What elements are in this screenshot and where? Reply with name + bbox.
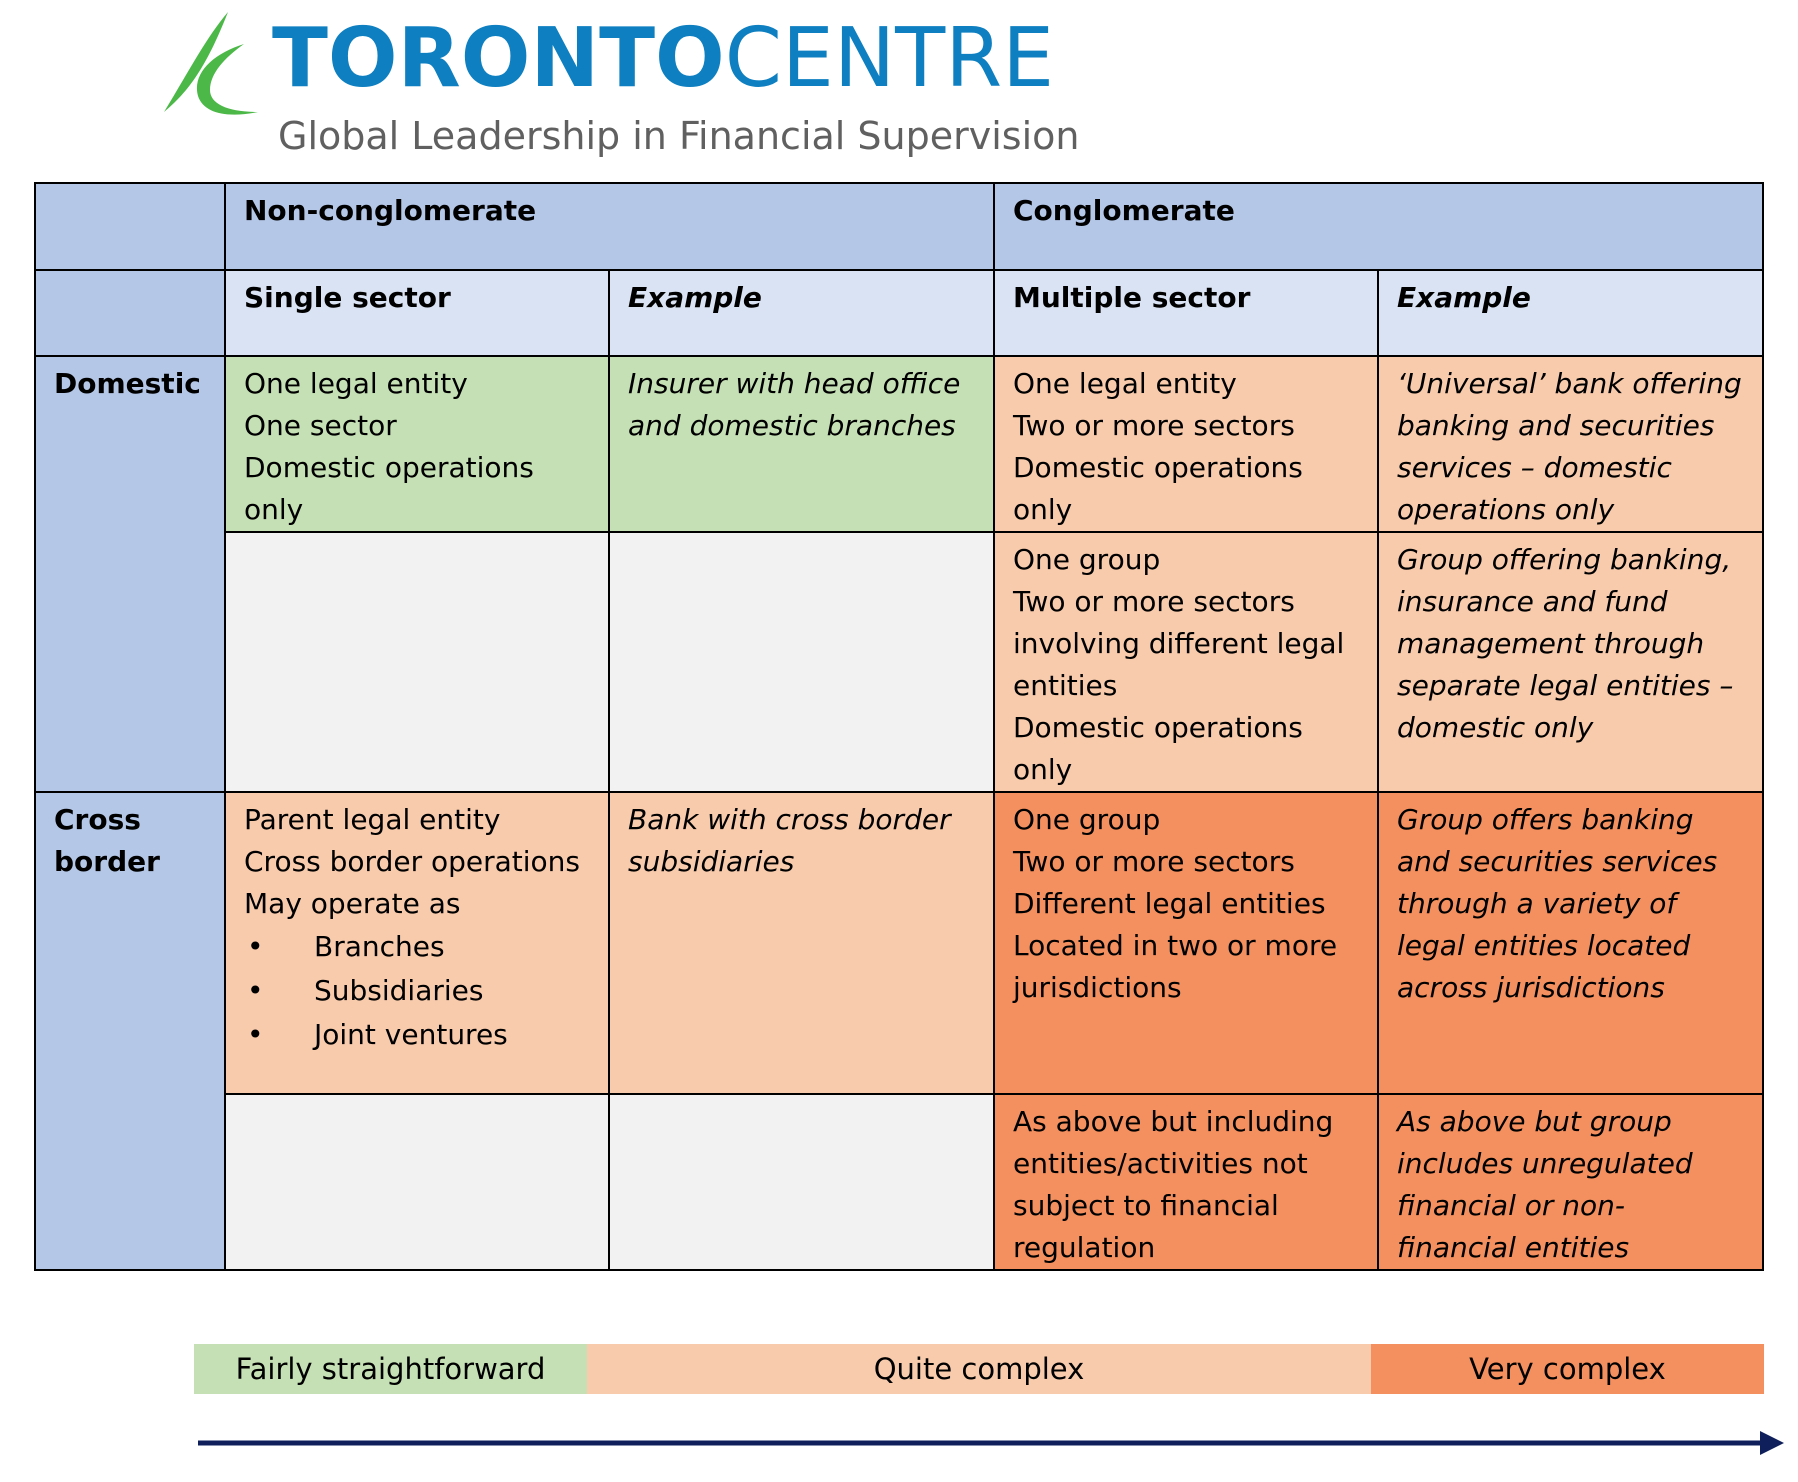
subheader-corner-cell — [35, 270, 225, 356]
scale-fairly-straightforward: Fairly straightforward — [194, 1344, 587, 1394]
cross-single-sector-cell — [225, 792, 609, 1094]
subheader-multiple-sector: Multiple sector — [994, 270, 1378, 356]
cell-line: Bank with cross border — [628, 803, 951, 836]
list-item — [244, 1013, 592, 1057]
cell-line: May operate as — [244, 887, 461, 920]
domestic-row-2 — [35, 532, 1763, 792]
cell-line: management through — [1397, 627, 1705, 660]
cell-line: As above but including — [1013, 1105, 1334, 1138]
cell-line: and securities services — [1397, 845, 1718, 878]
cell-line: and domestic branches — [628, 409, 956, 442]
cell-line: Parent legal entity — [244, 803, 501, 836]
cell-line: includes unregulated — [1397, 1147, 1693, 1180]
cell-line: subsidiaries — [628, 845, 795, 878]
subheader-single-sector: Single sector — [225, 270, 609, 356]
list-item — [244, 925, 592, 969]
logo-swoosh-icon — [158, 8, 268, 123]
header-row — [35, 183, 1763, 270]
subheader-example-2: Example — [1378, 270, 1763, 356]
domestic-single-sector-cell — [225, 356, 609, 532]
domestic-multi-example-cell-2 — [1378, 532, 1763, 792]
list-item-label: Joint ventures — [314, 1018, 508, 1051]
cell-line: Different legal entities — [1013, 887, 1326, 920]
logo-title-regular: CENTRE — [724, 11, 1055, 106]
cell-line: Domestic operations — [1013, 711, 1303, 744]
cell-line: Insurer with head office — [628, 367, 961, 400]
cell-line: One group — [1013, 543, 1161, 576]
cell-line: separate legal entities – — [1397, 669, 1734, 702]
cross-border-row-2 — [35, 1094, 1763, 1270]
cross-border-row-1 — [35, 792, 1763, 1094]
conglomerate-complexity-table — [34, 182, 1764, 1271]
cell-line: through a variety of — [1397, 887, 1677, 920]
cell-line: domestic only — [1397, 711, 1594, 744]
cell-line: across jurisdictions — [1397, 971, 1665, 1004]
header-non-conglomerate: Non-conglomerate — [225, 183, 994, 270]
cell-line: As above but group — [1397, 1105, 1672, 1138]
row-header-cross: Cross — [54, 803, 141, 836]
cross-empty-cell-1 — [225, 1094, 609, 1270]
complexity-arrow-icon — [196, 1428, 1786, 1458]
cell-line: ‘Universal’ bank offering — [1397, 367, 1742, 400]
cross-multi-sector-cell-1 — [994, 792, 1378, 1094]
domestic-empty-cell-1 — [225, 532, 609, 792]
list-item-label: Branches — [314, 930, 445, 963]
cell-line: only — [1013, 753, 1073, 786]
logo-title-bold: TORONTO — [272, 11, 725, 106]
cell-line: One sector — [244, 409, 397, 442]
cell-line: legal entities located — [1397, 929, 1691, 962]
scale-quite-complex: Quite complex — [587, 1344, 1371, 1394]
cross-multi-sector-cell-2 — [994, 1094, 1378, 1270]
cell-line: involving different legal — [1013, 627, 1345, 660]
cell-line: regulation — [1013, 1231, 1156, 1264]
cross-empty-cell-2 — [609, 1094, 994, 1270]
row-header-domestic: Domestic — [35, 356, 225, 792]
header-conglomerate: Conglomerate — [994, 183, 1763, 270]
cell-line: One group — [1013, 803, 1161, 836]
domestic-row-1 — [35, 356, 1763, 532]
cell-line: One legal entity — [1013, 367, 1237, 400]
row-header-cross-border — [35, 792, 225, 1270]
header-corner-cell — [35, 183, 225, 270]
bullet-icon: • — [247, 930, 264, 963]
cell-line: Two or more sectors — [1013, 845, 1295, 878]
cell-line: entities/activities not — [1013, 1147, 1308, 1180]
domestic-multi-sector-cell-2 — [994, 532, 1378, 792]
list-item-label: Subsidiaries — [314, 974, 484, 1007]
domestic-single-example-cell — [609, 356, 994, 532]
subheader-row — [35, 270, 1763, 356]
list-item — [244, 969, 592, 1013]
cell-line: Group offering banking, — [1397, 543, 1732, 576]
cell-line: only — [244, 493, 304, 526]
complexity-scale — [194, 1344, 1764, 1394]
operating-forms-list — [244, 925, 592, 1057]
cell-line: entities — [1013, 669, 1118, 702]
cell-line: Group offers banking — [1397, 803, 1694, 836]
cell-line: One legal entity — [244, 367, 468, 400]
cell-line: financial or non- — [1397, 1189, 1626, 1222]
scale-very-complex: Very complex — [1371, 1344, 1764, 1394]
cell-line: Domestic operations — [244, 451, 534, 484]
toronto-centre-logo — [158, 8, 1080, 168]
cell-line: Cross border operations — [244, 845, 581, 878]
cell-line: banking and securities — [1397, 409, 1715, 442]
logo-subtitle: Global Leadership in Financial Supervision — [278, 114, 1080, 158]
domestic-multi-sector-cell-1 — [994, 356, 1378, 532]
cell-line: subject to financial — [1013, 1189, 1279, 1222]
cell-line: operations only — [1397, 493, 1615, 526]
logo-title — [272, 11, 1055, 106]
cell-line: financial entities — [1397, 1231, 1630, 1264]
cross-single-example-cell — [609, 792, 994, 1094]
cell-line: Two or more sectors — [1013, 585, 1295, 618]
cell-line: services – domestic — [1397, 451, 1672, 484]
cell-line: only — [1013, 493, 1073, 526]
cell-line: Two or more sectors — [1013, 409, 1295, 442]
cell-line: Located in two or more — [1013, 929, 1338, 962]
cell-line: Domestic operations — [1013, 451, 1303, 484]
bullet-icon: • — [247, 974, 264, 1007]
cell-line: insurance and fund — [1397, 585, 1668, 618]
cross-multi-example-cell-2 — [1378, 1094, 1763, 1270]
row-header-border: border — [54, 845, 160, 878]
cross-multi-example-cell-1 — [1378, 792, 1763, 1094]
domestic-empty-cell-2 — [609, 532, 994, 792]
cell-line: jurisdictions — [1013, 971, 1182, 1004]
domestic-multi-example-cell-1 — [1378, 356, 1763, 532]
subheader-example-1: Example — [609, 270, 994, 356]
bullet-icon: • — [247, 1018, 264, 1051]
